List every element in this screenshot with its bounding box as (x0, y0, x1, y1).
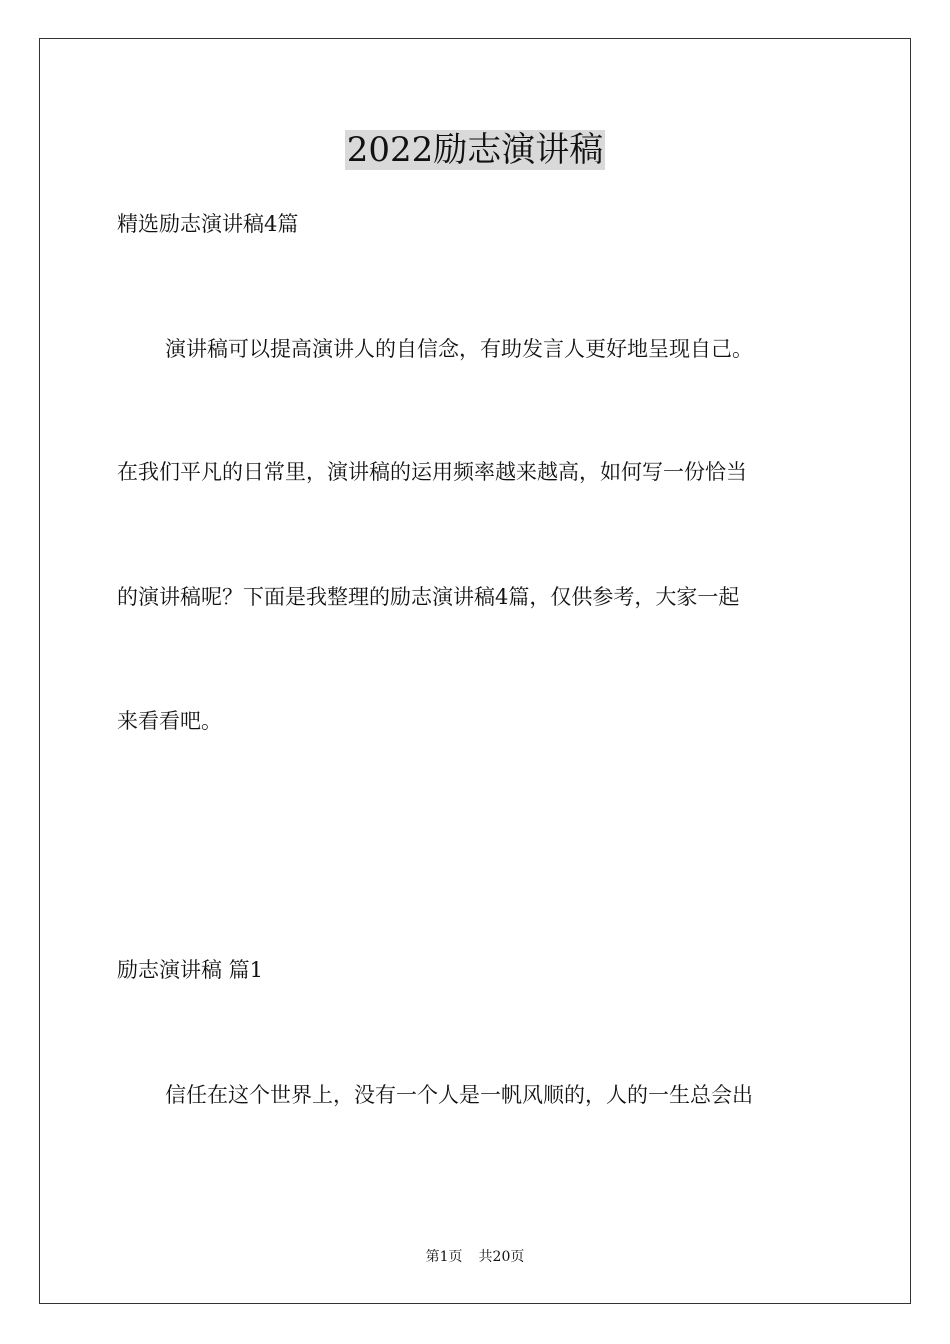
document-title-text: 2022励志演讲稿 (346, 130, 604, 170)
page-total: 共20页 (478, 1249, 525, 1265)
document-title (0, 128, 950, 172)
intro-paragraph-line: 的演讲稿呢？下面是我整理的励志演讲稿4篇，仅供参考，大家一起 (117, 585, 740, 609)
intro-paragraph-line: 演讲稿可以提高演讲人的自信念，有助发言人更好地呈现自己。 (165, 337, 753, 361)
body-paragraph-line: 信任在这个世界上，没有一个人是一帆风顺的，人的一生总会出 (165, 1083, 753, 1107)
document-subtitle: 精选励志演讲稿4篇 (117, 212, 299, 236)
intro-paragraph-line: 来看看吧。 (117, 709, 222, 733)
page-number: 第1页 (425, 1249, 463, 1265)
intro-paragraph-line: 在我们平凡的日常里，演讲稿的运用频率越来越高，如何写一份恰当 (117, 460, 747, 484)
page-footer (0, 1247, 950, 1267)
section-heading: 励志演讲稿 篇1 (117, 958, 264, 982)
